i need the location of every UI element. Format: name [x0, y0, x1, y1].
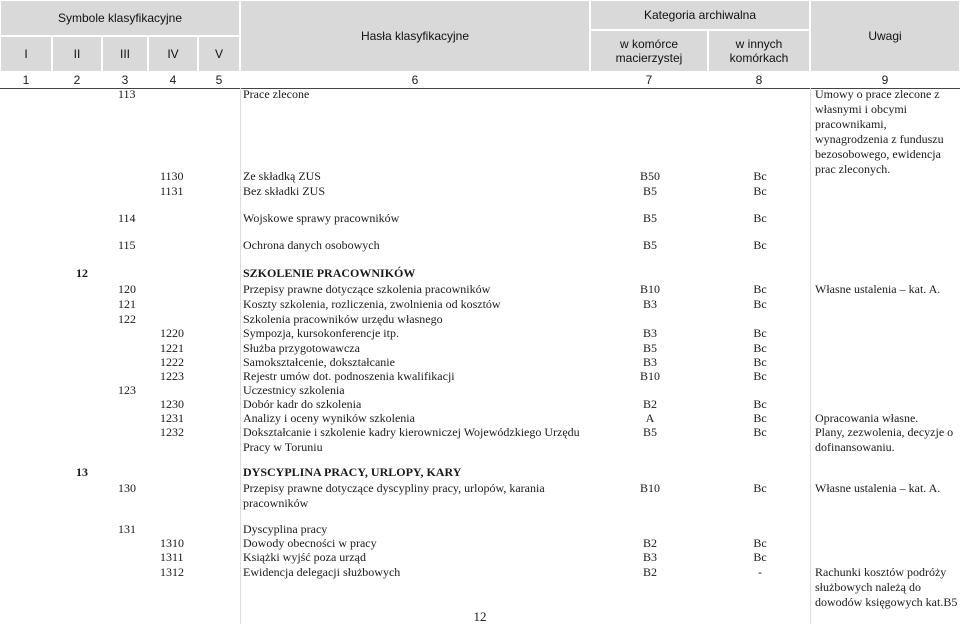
row-title: Przepisy prawne dotyczące dyscypliny pracy, urlopów, karania pracowników	[243, 481, 545, 510]
row-category-unit: B10	[639, 282, 660, 296]
row-title: Sympozja, kursokonferencje itp.	[243, 326, 399, 340]
row-category-other: Bc	[753, 355, 767, 369]
symbols-group-header: Symbole klasyfikacyjne	[0, 0, 240, 36]
row-title: Dobór kadr do szkolenia	[243, 397, 362, 411]
row-title: Uczestnicy szkolenia	[243, 383, 345, 397]
column-number: 1	[22, 73, 30, 87]
row-symbol: 1230	[160, 397, 184, 411]
row-symbol: 120	[118, 282, 136, 296]
remarks-header: Uwagi	[810, 0, 960, 72]
row-category-unit: B3	[642, 355, 657, 369]
row-title: Książki wyjść poza urząd	[243, 550, 366, 564]
row-title: Dyscyplina pracy	[243, 522, 328, 536]
row-symbol: 1232	[160, 425, 184, 439]
row-category-other: Bc	[753, 425, 767, 439]
row-category-other: Bc	[753, 481, 767, 495]
row-title: Bez składki ZUS	[243, 184, 325, 198]
row-symbol: 130	[118, 481, 136, 495]
row-category-other: Bc	[753, 169, 767, 183]
row-remarks: Rachunki kosztów podróży służbowych należą do dowodów księgowych kat.B5	[815, 565, 958, 609]
row-symbol: 12	[76, 266, 88, 280]
row-symbol: 131	[118, 522, 136, 536]
row-category-other: Bc	[753, 282, 767, 296]
row-category-unit: B5	[642, 184, 657, 198]
row-category-other: Bc	[753, 397, 767, 411]
row-symbol: 13	[76, 465, 88, 479]
row-title: Szkolenia pracowników urzędu własnego	[243, 312, 443, 326]
row-symbol: 1223	[160, 369, 184, 383]
row-symbol: 121	[118, 297, 136, 311]
page-number: 12	[473, 609, 487, 624]
row-category-other: Bc	[753, 341, 767, 355]
row-category-unit: B2	[642, 397, 657, 411]
row-symbol: 1312	[160, 565, 184, 579]
row-symbol: 123	[118, 383, 136, 397]
row-category-unit: B50	[639, 169, 660, 183]
in-others-header: w innych komórkach	[708, 30, 810, 72]
column-number: 6	[411, 73, 419, 87]
row-symbol: 113	[118, 87, 136, 101]
row-symbol: 1231	[160, 411, 184, 425]
row-symbol: 1222	[160, 355, 184, 369]
level-1-header: I	[0, 36, 52, 72]
row-category-other: Bc	[753, 411, 767, 425]
row-category-unit: B3	[642, 326, 657, 340]
row-category-unit: A	[645, 411, 655, 425]
row-category-other: -	[758, 565, 762, 579]
row-title: Przepisy prawne dotyczące szkolenia pracowników	[243, 282, 491, 296]
row-category-other: Bc	[753, 326, 767, 340]
row-symbol: 122	[118, 312, 136, 326]
row-remarks: Własne ustalenia – kat. A.	[815, 481, 941, 495]
column-divider	[240, 88, 241, 624]
column-number: 5	[215, 73, 223, 87]
row-symbol: 1221	[160, 341, 184, 355]
row-title: Analizy i oceny wyników szkolenia	[243, 411, 415, 425]
table-header	[0, 0, 960, 72]
in-unit-header: w komórce macierzystej	[590, 30, 708, 72]
row-category-unit: B2	[642, 565, 657, 579]
row-symbol: 114	[118, 211, 136, 225]
row-symbol: 1130	[160, 169, 184, 183]
row-remarks: Opracowania własne.	[815, 411, 919, 425]
row-category-unit: B5	[642, 211, 657, 225]
column-number: 4	[169, 73, 177, 87]
column-divider	[810, 88, 811, 624]
row-title: Służba przygotowawcza	[243, 341, 360, 355]
row-title: Prace zlecone	[243, 87, 310, 101]
row-title: Dowody obecności w pracy	[243, 536, 377, 550]
row-symbol: 1220	[160, 326, 184, 340]
level-5-header: V	[198, 36, 240, 72]
row-title: Ochrona danych osobowych	[243, 238, 380, 252]
row-category-unit: B10	[639, 369, 660, 383]
row-remarks: Własne ustalenia – kat. A.	[815, 282, 941, 296]
section-title: SZKOLENIE PRACOWNIKÓW	[243, 266, 416, 280]
headings-header: Hasła klasyfikacyjne	[240, 0, 590, 72]
row-title: Samokształcenie, dokształcanie	[243, 355, 395, 369]
row-remarks: Plany, zezwolenia, decyzje o dofinansowaniu.	[815, 425, 954, 454]
row-remarks: Umowy o prace zlecone z własnymi i obcymi pracownikami, wynagrodzenia z funduszu bezosobowego, ewidencja prac zleconych.	[815, 87, 944, 176]
row-title: Dokształcanie i szkolenie kadry kierowniczej Wojewódzkiego Urzędu Pracy w Toruniu	[243, 425, 580, 454]
column-number: 8	[755, 73, 763, 87]
row-category-other: Bc	[753, 536, 767, 550]
row-category-unit: B2	[642, 536, 657, 550]
column-number: 2	[73, 73, 81, 87]
row-category-other: Bc	[753, 369, 767, 383]
level-4-header: IV	[148, 36, 198, 72]
row-title: Wojskowe sprawy pracowników	[243, 211, 400, 225]
column-number: 9	[881, 73, 889, 87]
row-category-other: Bc	[753, 211, 767, 225]
section-title: DYSCYPLINA PRACY, URLOPY, KARY	[243, 465, 462, 479]
row-category-unit: B10	[639, 481, 660, 495]
category-group-header: Kategoria archiwalna	[590, 0, 810, 30]
row-symbol: 1310	[160, 536, 184, 550]
row-category-unit: B3	[642, 550, 657, 564]
row-category-other: Bc	[753, 184, 767, 198]
column-number: 3	[121, 73, 129, 87]
row-title: Rejestr umów dot. podnoszenia kwalifikacji	[243, 369, 455, 383]
row-category-unit: B5	[642, 238, 657, 252]
row-title: Ewidencja delegacji służbowych	[243, 565, 401, 579]
row-category-other: Bc	[753, 297, 767, 311]
row-title: Koszty szkolenia, rozliczenia, zwolnienia od kosztów	[243, 297, 501, 311]
row-symbol: 115	[118, 238, 136, 252]
row-category-unit: B3	[642, 297, 657, 311]
level-2-header: II	[52, 36, 102, 72]
row-category-other: Bc	[753, 550, 767, 564]
column-number: 7	[645, 73, 653, 87]
row-category-unit: B5	[642, 341, 657, 355]
row-category-other: Bc	[753, 238, 767, 252]
row-title: Ze składką ZUS	[243, 169, 321, 183]
row-symbol: 1311	[160, 550, 184, 564]
row-category-unit: B5	[642, 425, 657, 439]
level-3-header: III	[102, 36, 148, 72]
row-symbol: 1131	[160, 184, 184, 198]
